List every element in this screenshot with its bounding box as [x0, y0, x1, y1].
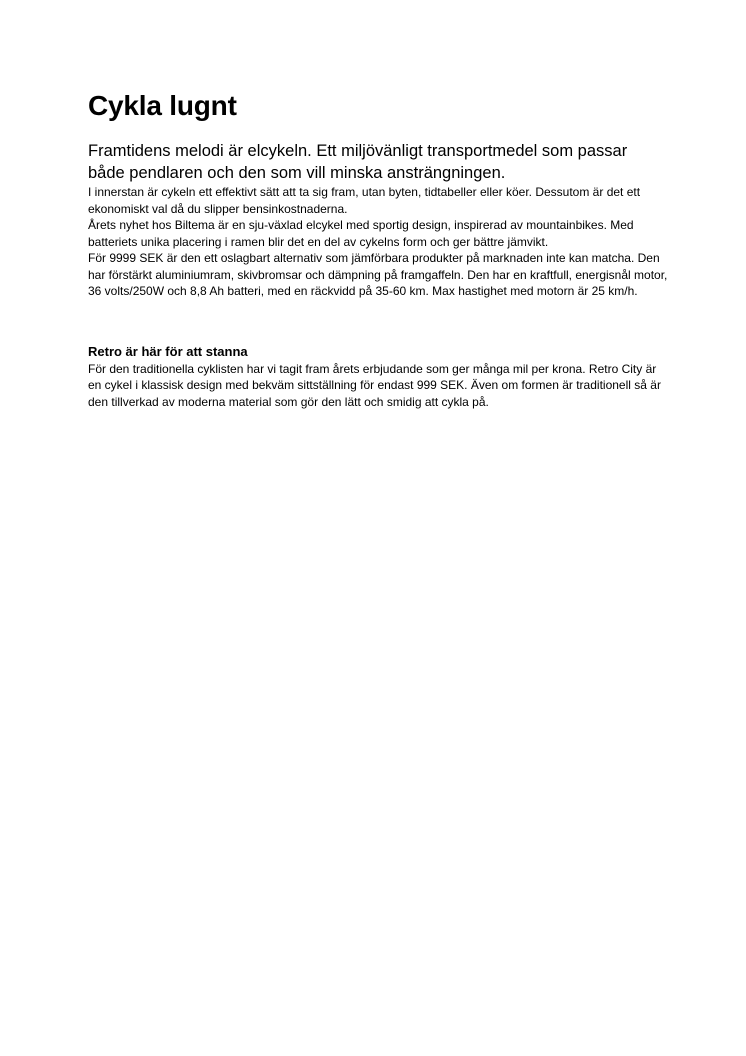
page-title: Cykla lugnt	[88, 90, 237, 121]
section-heading: Retro är här för att stanna	[88, 343, 248, 359]
section-paragraph: För den traditionella cyklisten har vi tagit fram årets erbjudande som ger många mil per krona. Retro City är en cykel i klassisk design med bekväm sittställning för endast 999 SEK. Även om formen är traditionell så är den tillverkad av moderna material som gör den lätt och smidig att cykla på.	[88, 361, 661, 409]
lead-paragraph: Framtidens melodi är elcykeln. Ett miljövänligt transportmedel som passar både pendlaren och den som vill minska ansträngningen.	[88, 142, 628, 182]
body-paragraph-2: Årets nyhet hos Biltema är en sju-växlad elcykel med sportig design, inspirerad av mountainbikes. Med batteriets unika placering i ramen blir det en del av cykelns form och ger bättre jämvikt.	[88, 218, 634, 249]
document-page	[88, 88, 668, 410]
body-paragraph-1: I innerstan är cykeln ett effektivt sätt att ta sig fram, utan byten, tidtabeller eller köer. Dessutom är det ett ekonomiskt val då du slipper bensinkostnaderna.	[88, 185, 641, 216]
body-paragraph-3: För 9999 SEK är den ett oslagbart alternativ som jämförbara produkter på marknaden inte kan matcha. Den har förstärkt aluminiumram, skivbromsar och dämpning på framgaffeln. Den har en kraftfull, energisnål motor, 36 volts/250W och 8,8 Ah batteri, med en räckvidd på 35-60 km. Max hastighet med motorn är 25 km/h.	[88, 251, 668, 298]
